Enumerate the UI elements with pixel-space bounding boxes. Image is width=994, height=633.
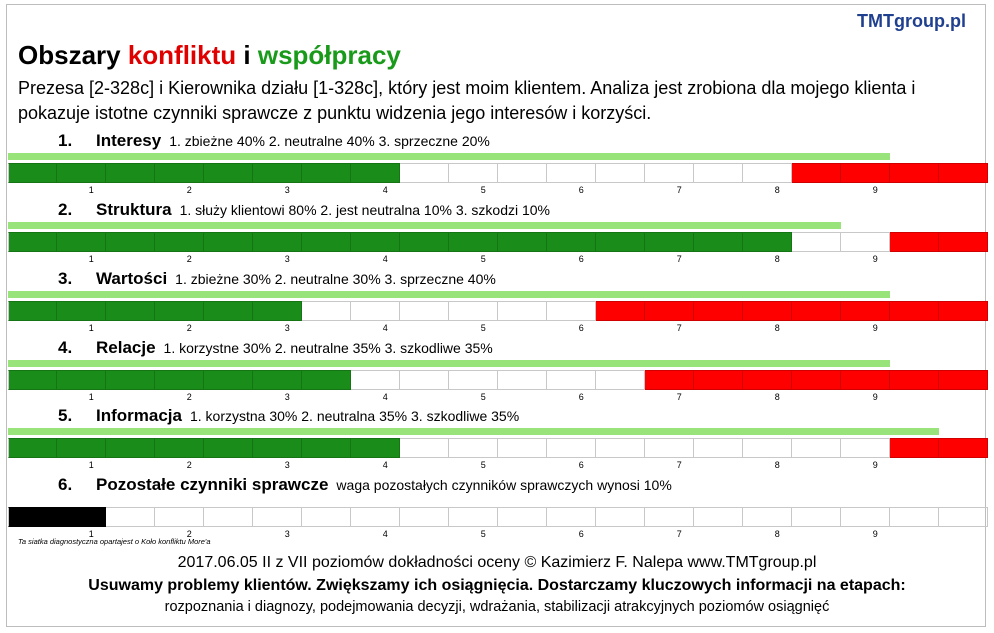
scale-label: 6	[578, 185, 584, 195]
grid-cell-empty	[547, 507, 596, 527]
scale-label: 5	[480, 323, 486, 333]
grid-cell-empty	[498, 507, 547, 527]
scale-label: 2	[186, 460, 192, 470]
scale-label: 8	[774, 460, 780, 470]
scale-label: 7	[676, 392, 682, 402]
grid-cell-red	[694, 301, 743, 321]
grid-cell-green	[106, 438, 155, 458]
grid-cell-empty	[449, 163, 498, 183]
top-indicator-bar	[8, 222, 841, 229]
section-note: 1. zbieżne 40% 2. neutralne 40% 3. sprzeczne 20%	[169, 133, 490, 149]
footer-line-2: Usuwamy problemy klientów. Zwiększamy ich osiągnięcia. Dostarczamy kluczowych informacji na etapach:	[88, 577, 906, 594]
section-header-4	[58, 338, 493, 358]
footer-line-1: 2017.06.05 II z VII poziomów dokładności oceny © Kazimierz F. Nalepa www.TMTgroup.pl	[177, 554, 817, 571]
grid-cell-green	[57, 301, 106, 321]
section-grid-5	[8, 428, 988, 472]
grid-cell-empty	[841, 438, 890, 458]
section-grid-4	[8, 360, 988, 404]
scale-label: 1	[88, 323, 94, 333]
grid-cell-empty	[498, 301, 547, 321]
scale-label: 9	[872, 460, 878, 470]
grid-cell-red	[890, 232, 939, 252]
grid-cell-empty	[792, 438, 841, 458]
scale-label: 1	[88, 392, 94, 402]
grid-cell-empty	[449, 507, 498, 527]
grid-cell-green	[8, 163, 57, 183]
grid-cell-green	[204, 232, 253, 252]
grid-cell-green	[253, 438, 302, 458]
grid-cell-empty	[694, 507, 743, 527]
grid-cell-empty	[204, 507, 253, 527]
grid-cell-green	[351, 163, 400, 183]
scale-label: 9	[872, 529, 878, 539]
scale-label: 8	[774, 323, 780, 333]
grid-cell-green	[400, 232, 449, 252]
grid-cell-green	[155, 370, 204, 390]
grid-cell-red	[890, 163, 939, 183]
section-note: 1. służy klientowi 80% 2. jest neutralna 10% 3. szkodzi 10%	[179, 202, 550, 218]
scale-label: 1	[88, 529, 94, 539]
grid-cell-empty	[498, 370, 547, 390]
grid-cell-empty	[498, 438, 547, 458]
scale-label: 8	[774, 392, 780, 402]
scale-label: 3	[284, 323, 290, 333]
top-indicator-bar	[8, 428, 939, 435]
scale-label: 1	[88, 185, 94, 195]
top-indicator-bar	[8, 291, 890, 298]
grid-cell-green	[57, 232, 106, 252]
grid-cell-empty	[400, 370, 449, 390]
grid-cell-green	[8, 301, 57, 321]
grid-cell-red	[743, 370, 792, 390]
grid-cell-red	[939, 370, 988, 390]
section-note: waga pozostałych czynników sprawczych wynosi 10%	[336, 477, 672, 493]
section-header-6	[58, 475, 672, 495]
grid-cell-empty	[645, 163, 694, 183]
grid-cell-green	[253, 163, 302, 183]
grid-cell-empty	[547, 301, 596, 321]
scale-label: 9	[872, 185, 878, 195]
scale-label: 5	[480, 254, 486, 264]
grid-cell-green	[155, 438, 204, 458]
grid-cell-red	[841, 370, 890, 390]
scale-label: 8	[774, 529, 780, 539]
section-grid-6	[8, 497, 988, 541]
scale-label: 5	[480, 460, 486, 470]
grid-cell-empty	[841, 232, 890, 252]
scale-label: 1	[88, 254, 94, 264]
grid-cell-empty	[400, 163, 449, 183]
scale-label: 2	[186, 529, 192, 539]
grid-cell-green	[694, 232, 743, 252]
grid-cell-empty	[351, 370, 400, 390]
grid-cell-red	[841, 301, 890, 321]
grid-cell-empty	[449, 370, 498, 390]
grid-cell-green	[106, 301, 155, 321]
grid-cell-empty	[498, 163, 547, 183]
section-name: Relacje	[96, 338, 156, 357]
grid-cell-empty	[792, 507, 841, 527]
section-grid-2	[8, 222, 988, 266]
scale-label: 1	[88, 460, 94, 470]
grid-cell-black	[57, 507, 106, 527]
scale-label: 5	[480, 392, 486, 402]
title-part-conflict: konfliktu	[127, 40, 237, 70]
grid-cell-empty	[841, 507, 890, 527]
grid-cell-red	[890, 438, 939, 458]
grid-cell-red	[743, 301, 792, 321]
grid-cell-green	[253, 301, 302, 321]
scale-label: 4	[382, 185, 388, 195]
grid-cell-red	[890, 301, 939, 321]
footer-line-3: rozpoznania i diagnozy, podejmowania decyzji, wdrażania, stabilizacji atrakcyjnych poziomów osiągnięć	[164, 599, 830, 615]
grid-cell-green	[106, 370, 155, 390]
grid-cell-empty	[645, 507, 694, 527]
grid-cell-green	[351, 232, 400, 252]
grid-cell-empty	[253, 507, 302, 527]
section-header-3	[58, 269, 496, 289]
grid-cell-empty	[939, 507, 988, 527]
section-note: 1. korzystna 30% 2. neutralna 35% 3. szkodliwe 35%	[189, 408, 520, 424]
grid-cell-empty	[694, 438, 743, 458]
scale-label: 6	[578, 323, 584, 333]
grid-cell-green	[204, 163, 253, 183]
grid-cell-red	[596, 301, 645, 321]
grid-cell-red	[792, 370, 841, 390]
scale-label: 2	[186, 254, 192, 264]
grid-cell-empty	[351, 507, 400, 527]
scale-label: 5	[480, 185, 486, 195]
scale-label: 6	[578, 529, 584, 539]
grid-cell-green	[596, 232, 645, 252]
section-name: Struktura	[96, 200, 172, 219]
section-name: Informacja	[96, 406, 182, 425]
scale-label: 8	[774, 254, 780, 264]
grid-cell-empty	[743, 163, 792, 183]
grid-cell-black	[8, 507, 57, 527]
scale-label: 3	[284, 254, 290, 264]
grid-cell-empty	[449, 438, 498, 458]
grid-cell-green	[302, 370, 351, 390]
grid-cell-empty	[400, 438, 449, 458]
scale-label: 6	[578, 392, 584, 402]
grid-cell-empty	[596, 438, 645, 458]
grid-cell-green	[302, 232, 351, 252]
grid-cell-green	[57, 370, 106, 390]
scale-label: 7	[676, 254, 682, 264]
grid-cell-empty	[302, 301, 351, 321]
grid-cell-green	[204, 438, 253, 458]
grid-cell-green	[57, 163, 106, 183]
grid-cell-empty	[694, 163, 743, 183]
grid-cell-red	[939, 438, 988, 458]
scale-label: 8	[774, 185, 780, 195]
grid-cell-empty	[890, 507, 939, 527]
grid-cell-red	[694, 370, 743, 390]
grid-cell-green	[351, 438, 400, 458]
section-header-1	[58, 131, 490, 151]
section-number: 3.	[58, 269, 73, 288]
scale-label: 7	[676, 323, 682, 333]
grid-cell-green	[645, 232, 694, 252]
scale-label: 7	[676, 529, 682, 539]
grid-cell-green	[8, 232, 57, 252]
grid-cell-empty	[547, 438, 596, 458]
grid-cell-green	[253, 370, 302, 390]
scale-label: 4	[382, 460, 388, 470]
section-grid-3	[8, 291, 988, 335]
scale-label: 6	[578, 460, 584, 470]
grid-cell-empty	[155, 507, 204, 527]
grid-cell-green	[449, 232, 498, 252]
scale-label: 4	[382, 323, 388, 333]
page-title	[18, 40, 401, 71]
section-note: 1. korzystne 30% 2. neutralne 35% 3. szkodliwe 35%	[163, 340, 493, 356]
section-header-5	[58, 406, 519, 426]
scale-label: 6	[578, 254, 584, 264]
grid-cell-empty	[596, 507, 645, 527]
scale-label: 3	[284, 185, 290, 195]
grid-cell-green	[253, 232, 302, 252]
title-part-3: i	[236, 40, 258, 70]
grid-cell-red	[645, 370, 694, 390]
grid-cell-green	[302, 438, 351, 458]
title-part-1: Obszary	[18, 40, 128, 70]
grid-cell-empty	[400, 301, 449, 321]
scale-label: 2	[186, 185, 192, 195]
scale-label: 3	[284, 460, 290, 470]
top-indicator-bar	[8, 153, 890, 160]
grid-cell-red	[645, 301, 694, 321]
section-grid-1	[8, 153, 988, 197]
grid-cell-red	[792, 301, 841, 321]
grid-cell-green	[8, 438, 57, 458]
section-number: 6.	[58, 475, 73, 494]
grid-cell-green	[155, 301, 204, 321]
grid-cell-red	[939, 163, 988, 183]
grid-cell-empty	[743, 507, 792, 527]
scale-label: 2	[186, 392, 192, 402]
section-header-2	[58, 200, 550, 220]
grid-cell-empty	[351, 301, 400, 321]
grid-cell-green	[57, 438, 106, 458]
section-name: Pozostałe czynniki sprawcze	[96, 475, 329, 494]
grid-cell-empty	[106, 507, 155, 527]
scale-label: 2	[186, 323, 192, 333]
scale-label: 4	[382, 254, 388, 264]
scale-label: 9	[872, 254, 878, 264]
section-name: Interesy	[96, 131, 162, 150]
grid-cell-green	[547, 232, 596, 252]
grid-cell-red	[939, 301, 988, 321]
scale-label: 9	[872, 392, 878, 402]
grid-cell-green	[302, 163, 351, 183]
scale-label: 4	[382, 392, 388, 402]
grid-cell-empty	[547, 163, 596, 183]
footnote: Ta siatka diagnostyczna opartajest o Koło konfliktu More'a	[18, 537, 211, 546]
section-name: Wartości	[96, 269, 168, 288]
grid-cell-green	[106, 232, 155, 252]
grid-cell-empty	[596, 163, 645, 183]
scale-label: 7	[676, 460, 682, 470]
grid-cell-red	[841, 163, 890, 183]
grid-cell-empty	[449, 301, 498, 321]
grid-cell-green	[743, 232, 792, 252]
grid-cell-green	[155, 232, 204, 252]
top-indicator-bar	[8, 360, 890, 367]
grid-cell-green	[106, 163, 155, 183]
scale-label: 3	[284, 529, 290, 539]
scale-label: 3	[284, 392, 290, 402]
grid-cell-red	[939, 232, 988, 252]
scale-label: 7	[676, 185, 682, 195]
section-number: 5.	[58, 406, 73, 425]
scale-label: 4	[382, 529, 388, 539]
section-number: 2.	[58, 200, 73, 219]
grid-cell-empty	[645, 438, 694, 458]
grid-cell-empty	[792, 232, 841, 252]
grid-cell-green	[204, 301, 253, 321]
section-note: 1. zbieżne 30% 2. neutralne 30% 3. sprzeczne 40%	[175, 271, 496, 287]
intro-text: Prezesa [2-328c] i Kierownika działu [1-328c], który jest moim klientem. Analiza jest zrobiona dla mojego klienta i pokazuje istotne czynniki sprawcze z punktu widzenia jego interesów i korzyści.	[18, 78, 916, 123]
section-number: 1.	[58, 131, 73, 150]
scale-label: 9	[872, 323, 878, 333]
brand-logo: TMTgroup.pl	[857, 11, 966, 31]
grid-cell-green	[498, 232, 547, 252]
title-part-cooperation: współpracy	[257, 40, 401, 70]
section-number: 4.	[58, 338, 73, 357]
grid-cell-empty	[596, 370, 645, 390]
grid-cell-red	[792, 163, 841, 183]
grid-cell-empty	[547, 370, 596, 390]
grid-cell-red	[890, 370, 939, 390]
grid-cell-empty	[400, 507, 449, 527]
grid-cell-green	[8, 370, 57, 390]
grid-cell-empty	[302, 507, 351, 527]
grid-cell-green	[155, 163, 204, 183]
grid-cell-green	[204, 370, 253, 390]
grid-cell-empty	[743, 438, 792, 458]
scale-label: 5	[480, 529, 486, 539]
